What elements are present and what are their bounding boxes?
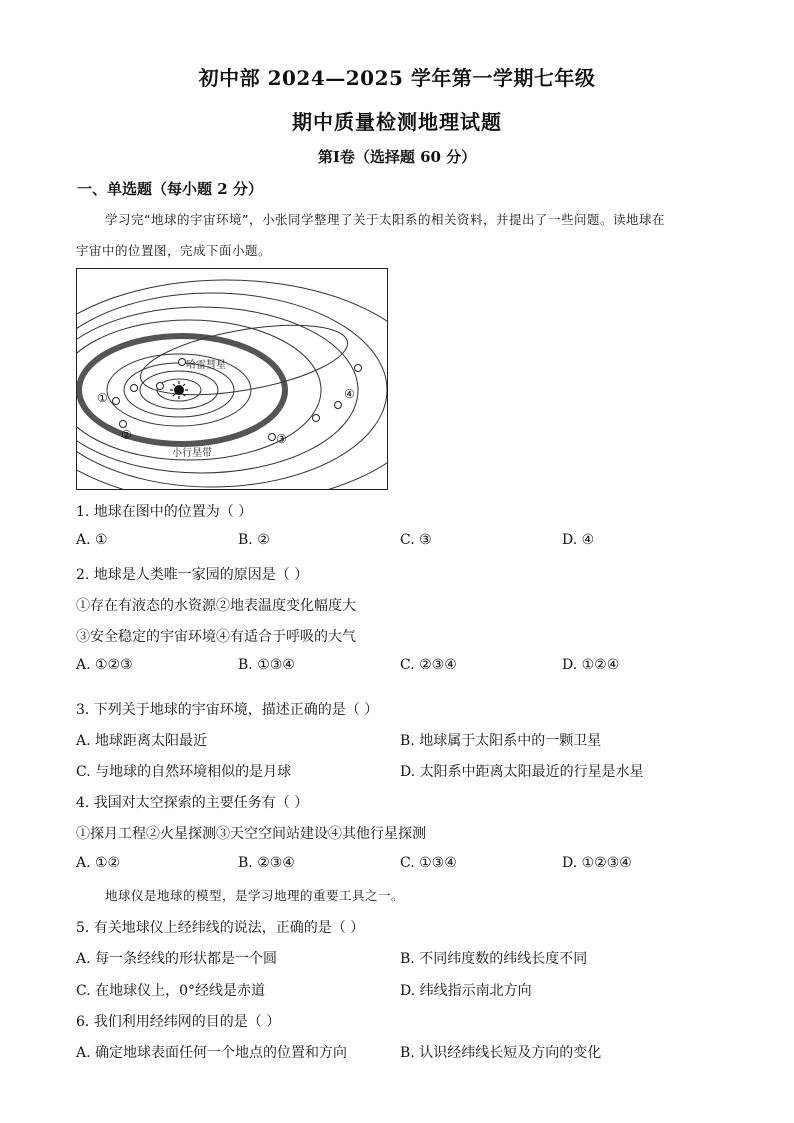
planet-neptune (355, 365, 362, 372)
comet-label: 哈雷彗星 (186, 360, 226, 371)
q3-option-c: C. 与地球的自然环境相似的是月球 (76, 764, 292, 780)
intro-line-1: 学习完“地球的宇宙环境”，小张同学整理了关于太阳系的相关资料，并提出了一些问题。读地球在 (105, 212, 665, 227)
q4-stem: 4. 我国对太空探索的主要任务有（ ） (76, 795, 309, 811)
marker-3: ③ (276, 432, 287, 446)
exam-subtitle: 期中质量检测地理试题 (292, 110, 502, 134)
planet-saturn (313, 415, 320, 422)
q6-option-b: B. 认识经纬线长短及方向的变化 (400, 1045, 602, 1061)
part-heading: 第Ⅰ卷（选择题 60 分） (317, 148, 477, 166)
marker-1: ① (97, 391, 108, 405)
q3-option-d: D. 太阳系中距离太阳最近的行星是水星 (400, 764, 644, 780)
q4-statement: ①探月工程②火星探测③天空空间站建设④其他行星探测 (76, 826, 426, 842)
q2-statement-1: ①存在有液态的水资源②地表温度变化幅度大 (76, 598, 356, 614)
planet-uranus (335, 402, 342, 409)
q3-option-b: B. 地球属于太阳系中的一颗卫星 (400, 733, 602, 749)
intro-line-2: 宇宙中的位置图，完成下面小题。 (76, 243, 272, 258)
q6-option-a: A. 确定地球表面任何一个地点的位置和方向 (76, 1045, 348, 1061)
halley-comet (179, 359, 186, 366)
q1-option-b: B. ② (238, 532, 270, 548)
planet-venus (131, 385, 138, 392)
q2-option-a: A. ①②③ (76, 657, 133, 673)
solar-system-diagram (76, 268, 388, 490)
q6-stem: 6. 我们利用经纬网的目的是（ ） (76, 1014, 281, 1030)
q2-option-c: C. ②③④ (400, 657, 457, 673)
planet-earth (113, 398, 120, 405)
q5-option-b: B. 不同纬度数的纬线长度不同 (400, 951, 588, 967)
q5-stem: 5. 有关地球仪上经纬线的说法，正确的是（ ） (76, 920, 365, 936)
exam-title: 初中部 2024—2025 学年第一学期七年级 (198, 66, 596, 90)
q4-option-c: C. ①③④ (400, 855, 457, 871)
q5-option-d: D. 纬线指示南北方向 (400, 983, 532, 999)
q2-option-b: B. ①③④ (238, 657, 295, 673)
solar-system-figure (76, 268, 388, 490)
q5-option-a: A. 每一条经线的形状都是一个圆 (76, 951, 278, 967)
q5-option-c: C. 在地球仪上，0°经线是赤道 (76, 983, 266, 999)
q4-option-d: D. ①②③④ (562, 855, 632, 871)
q1-option-d: D. ④ (562, 532, 595, 548)
q4-option-b: B. ②③④ (238, 855, 295, 871)
section-heading: 一、单选题（每小题 2 分） (77, 180, 263, 198)
q2-statement-2: ③安全稳定的宇宙环境④有适合于呼吸的大气 (76, 629, 356, 645)
q1-option-c: C. ③ (400, 532, 432, 548)
marker-2: ② (121, 428, 132, 442)
marker-4: ④ (344, 387, 355, 401)
planet-mars (120, 421, 127, 428)
intro2-text: 地球仪是地球的模型，是学习地理的重要工具之一。 (105, 888, 405, 903)
planet-jupiter (269, 434, 276, 441)
q1-option-a: A. ① (76, 532, 108, 548)
q2-option-d: D. ①②④ (562, 657, 620, 673)
planet-mercury (157, 383, 164, 390)
asteroid-belt-label: 小行星带 (172, 448, 212, 459)
q3-option-a: A. 地球距离太阳最近 (76, 733, 208, 749)
q4-option-a: A. ①② (76, 855, 121, 871)
q1-stem: 1. 地球在图中的位置为（ ） (76, 504, 253, 520)
q2-stem: 2. 地球是人类唯一家园的原因是（ ） (76, 567, 309, 583)
q3-stem: 3. 下列关于地球的宇宙环境，描述正确的是（ ） (76, 702, 379, 718)
